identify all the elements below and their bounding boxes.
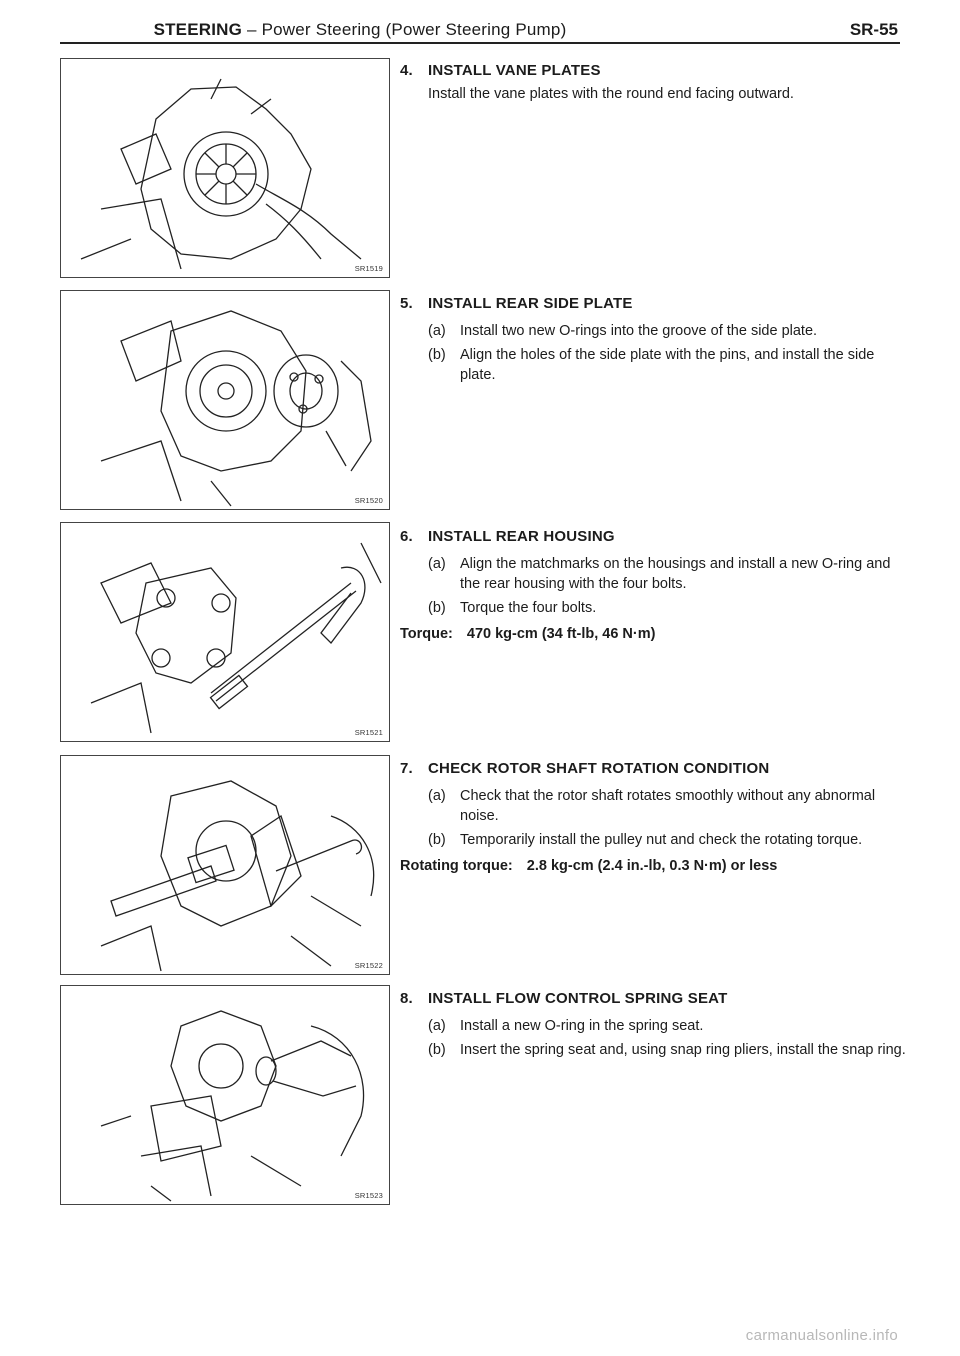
step-number: 5. (400, 295, 413, 312)
spec-label: Rotating torque: (400, 858, 513, 874)
vane-plate-installation-illustration (61, 59, 388, 276)
sub-step (428, 1016, 910, 1036)
step-7 (400, 760, 910, 876)
figure-spring-seat (60, 985, 390, 1205)
step-body (400, 786, 910, 876)
sub-step-label: (a) (428, 1018, 446, 1034)
spec-value: 470 kg-cm (34 ft-lb, 46 N·m) (466, 626, 656, 642)
sub-step-text: Install a new O-ring in the spring seat. (460, 1018, 704, 1034)
step-number: 4. (400, 62, 413, 79)
sub-step-text: Insert the spring seat and, using snap ring pliers, install the snap ring. (460, 1042, 906, 1058)
step-body (400, 554, 910, 644)
sub-step (428, 321, 910, 341)
step-title: INSTALL REAR HOUSING (428, 528, 615, 545)
sub-step (428, 830, 910, 850)
header-subtitle: – Power Steering (Power Steering Pump) (247, 20, 567, 39)
step-title: INSTALL VANE PLATES (428, 62, 601, 79)
figure-rotor-shaft (60, 755, 390, 975)
spec-label: Torque: (400, 626, 453, 642)
rotor-shaft-rotation-check-illustration (61, 756, 388, 973)
step-title: CHECK ROTOR SHAFT ROTATION CONDITION (428, 760, 770, 777)
figure-code: SR1523 (354, 1191, 383, 1200)
sub-step-text: Torque the four bolts. (460, 600, 597, 616)
step-body (428, 84, 910, 104)
step-5 (400, 295, 910, 385)
sub-step-text: Temporarily install the pulley nut and check the rotating torque. (460, 832, 863, 848)
sub-step-label: (b) (428, 832, 446, 848)
figure-rear-side-plate (60, 290, 390, 510)
step-body (428, 321, 910, 385)
step-heading (400, 990, 910, 1012)
header-section: STEERING (153, 20, 243, 39)
sub-step (428, 554, 910, 594)
spring-seat-snap-ring-illustration (61, 986, 388, 1203)
step-text: Install the vane plates with the round end facing outward. (428, 86, 794, 102)
figure-code: SR1522 (354, 961, 383, 970)
header-rule (60, 42, 900, 44)
header-title (0, 20, 720, 40)
sub-step-label: (b) (428, 347, 446, 363)
step-number: 8. (400, 990, 413, 1007)
sub-step (428, 598, 910, 618)
step-6 (400, 528, 910, 644)
step-number: 6. (400, 528, 413, 545)
sub-step-text: Align the matchmarks on the housings and install a new O-ring and the rear housing with the four bolts. (460, 556, 891, 592)
step-body (428, 1016, 910, 1060)
step-title: INSTALL REAR SIDE PLATE (428, 295, 633, 312)
figure-code: SR1519 (354, 264, 383, 273)
sub-step-label: (b) (428, 1042, 446, 1058)
rear-side-plate-installation-illustration (61, 291, 388, 508)
step-4 (400, 62, 910, 104)
sub-step (428, 786, 910, 826)
sub-step-label: (a) (428, 788, 446, 804)
sub-step-text: Check that the rotor shaft rotates smoothly without any abnormal noise. (460, 788, 876, 824)
sub-step-text: Align the holes of the side plate with the pins, and install the side plate. (460, 347, 875, 383)
sub-step-label: (a) (428, 556, 446, 572)
figure-code: SR1521 (354, 728, 383, 737)
page-header (0, 0, 960, 50)
figure-vane-plates (60, 58, 390, 278)
torque-spec (400, 624, 910, 644)
sub-step (428, 345, 910, 385)
figure-rear-housing (60, 522, 390, 742)
spec-value: 2.8 kg-cm (2.4 in.-lb, 0.3 N·m) or less (526, 858, 778, 874)
watermark: carmanualsonline.info (745, 1327, 898, 1344)
step-heading (400, 295, 910, 317)
step-title: INSTALL FLOW CONTROL SPRING SEAT (428, 990, 728, 1007)
step-8 (400, 990, 910, 1060)
sub-step-label: (a) (428, 323, 446, 339)
step-heading (400, 528, 910, 550)
sub-step-text: Install two new O-rings into the groove of the side plate. (460, 323, 818, 339)
step-heading (400, 62, 910, 84)
figure-code: SR1520 (354, 496, 383, 505)
sub-step (428, 1040, 910, 1060)
rear-housing-torque-wrench-illustration (61, 523, 388, 740)
page-number: SR-55 (849, 20, 898, 39)
sub-step-label: (b) (428, 600, 446, 616)
step-number: 7. (400, 760, 413, 777)
rotating-torque-spec (400, 856, 910, 876)
step-heading (400, 760, 910, 782)
